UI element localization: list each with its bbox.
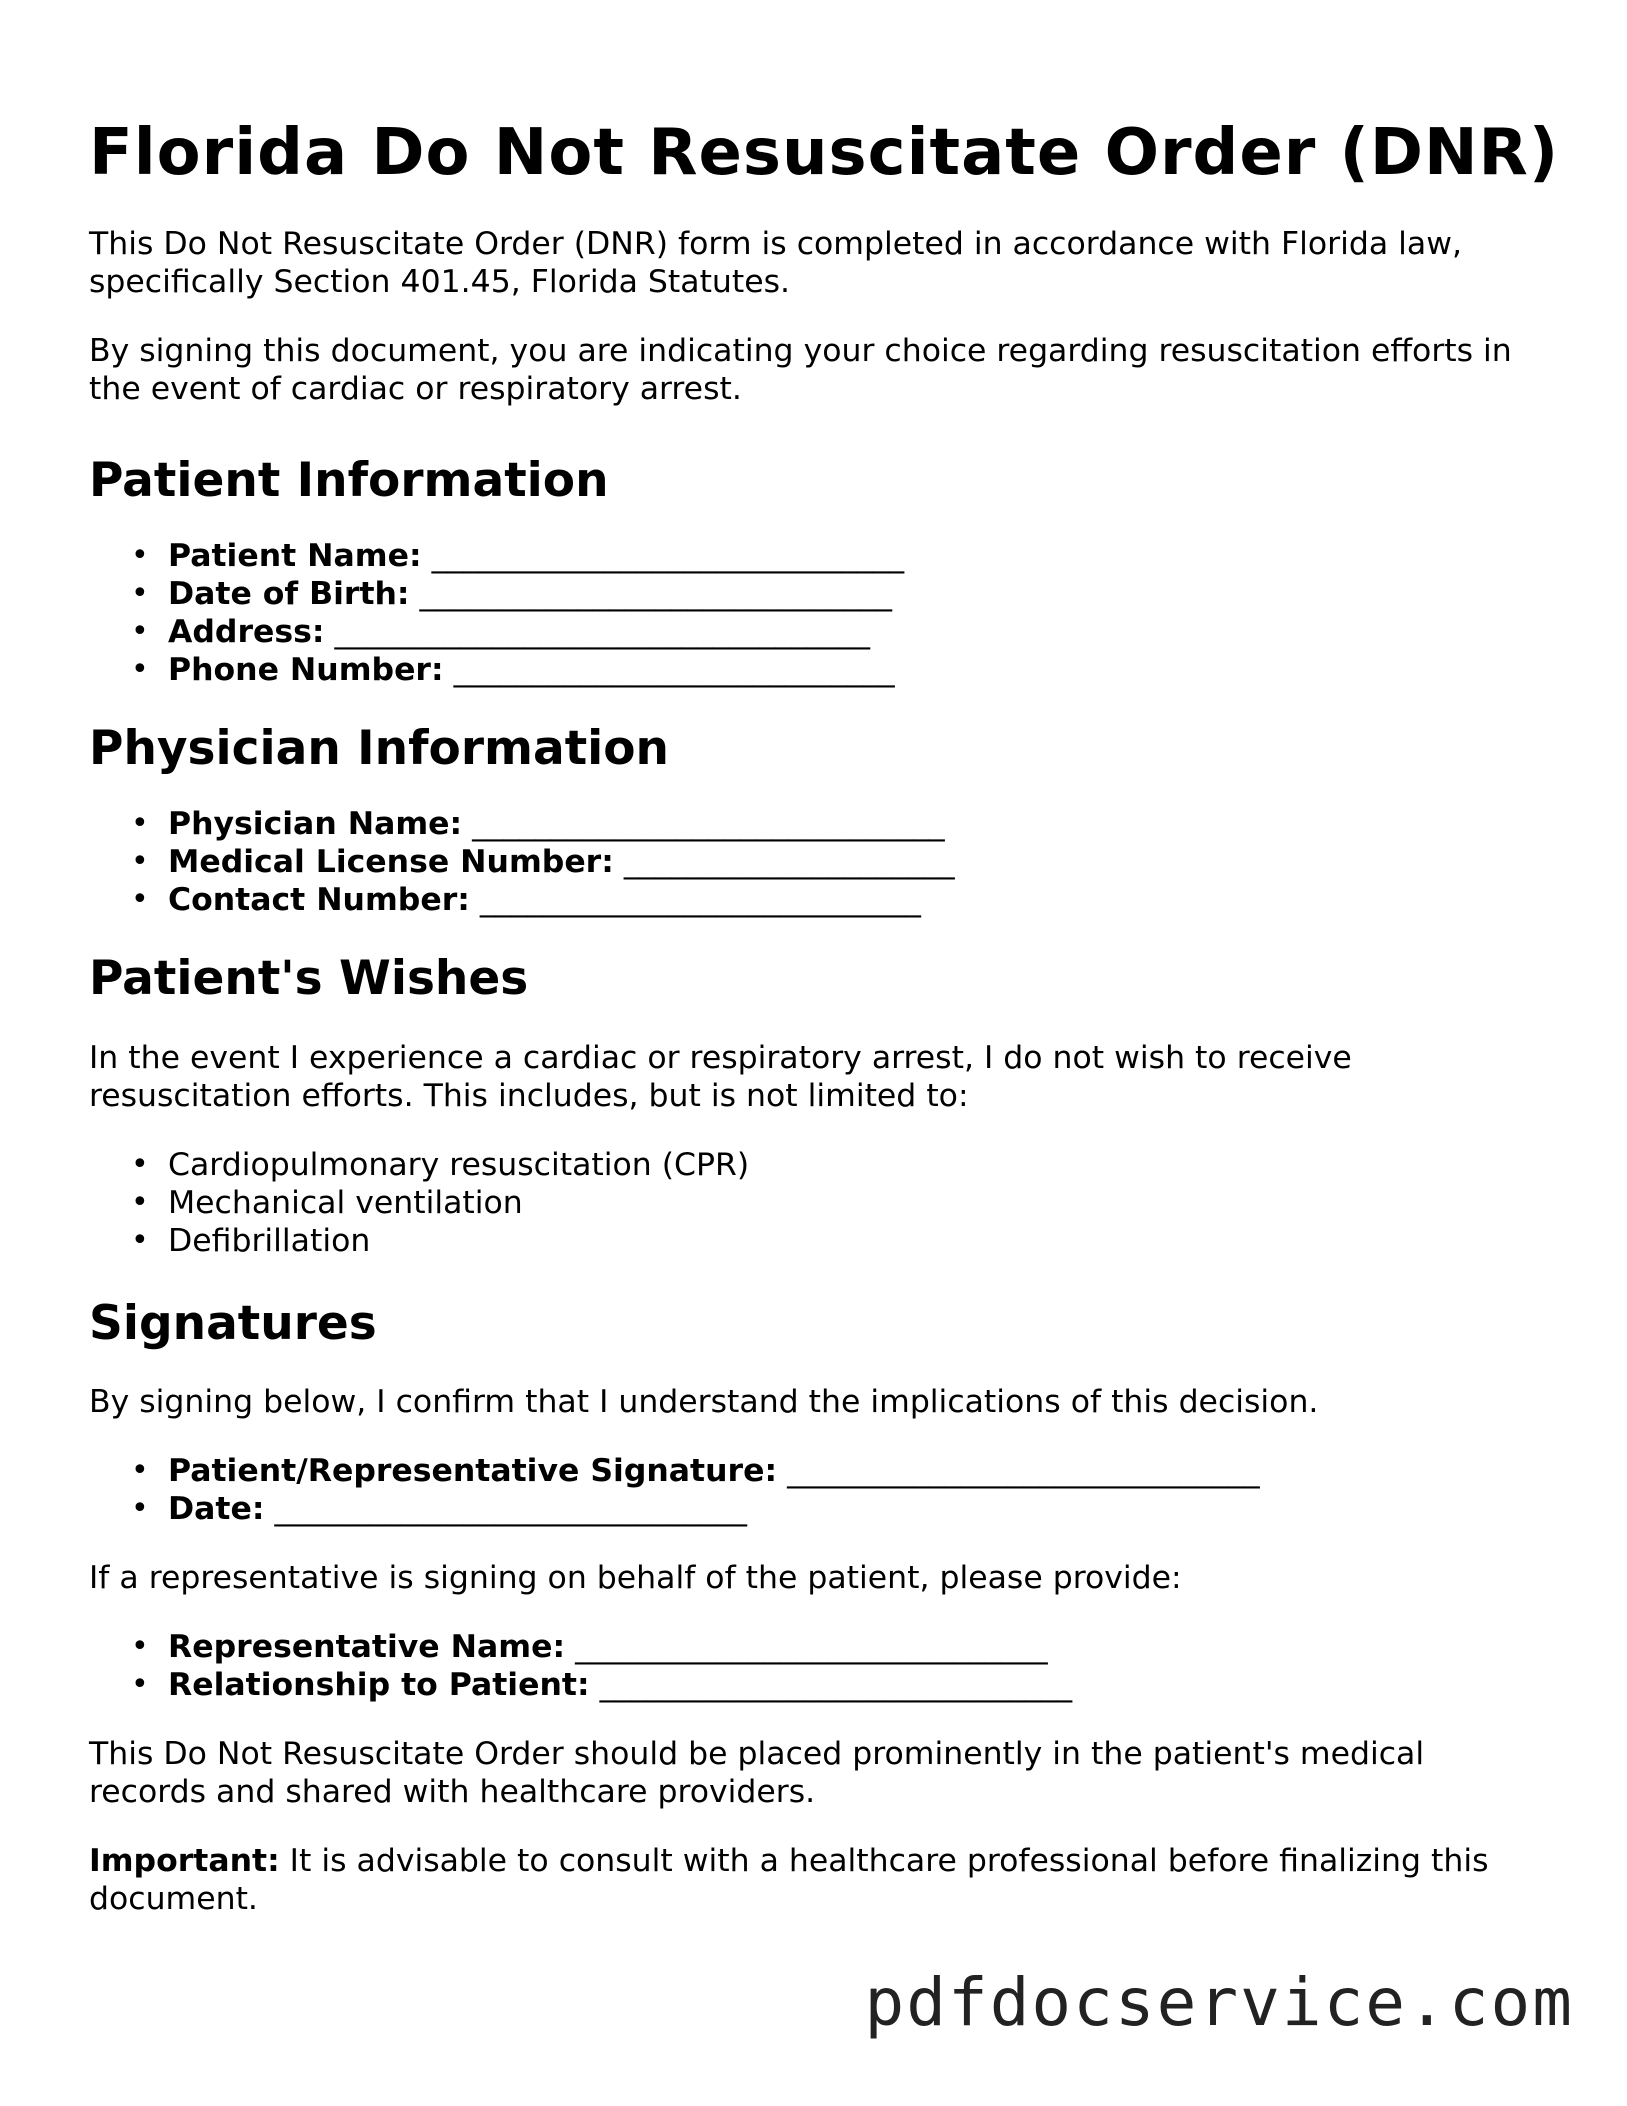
fill-in-blank[interactable]: ______________________________ (274, 1491, 747, 1527)
list-item (89, 1628, 1549, 1666)
representative-paragraph: If a representative is signing on behalf of the patient, please provide: (89, 1560, 1182, 1596)
field-label: Patient/Representative Signature: (168, 1453, 778, 1489)
section-heading-patients-wishes: Patient's Wishes (89, 951, 529, 1006)
important-text: It is advisable to consult with a healthcare professional before finalizing this document. (89, 1843, 1489, 1917)
physician-information-list (89, 805, 1549, 919)
fill-in-blank[interactable]: ____________________________ (479, 882, 921, 918)
section-heading-physician-information: Physician Information (89, 721, 670, 776)
list-item: • Mechanical ventilation (89, 1184, 1549, 1222)
closing-paragraph: This Do Not Resuscitate Order should be placed prominently in the patient's medical records and shared with healthcare providers. (89, 1736, 1425, 1810)
field-label: Date: (168, 1491, 265, 1527)
list-item (89, 1666, 1549, 1704)
field-label: Representative Name: (168, 1629, 566, 1665)
fill-in-blank[interactable]: ______________________________ (599, 1667, 1073, 1703)
field-label: Phone Number: (168, 652, 444, 688)
list-item (89, 1490, 1549, 1528)
important-label: Important: (89, 1843, 280, 1879)
field-label: Medical License Number: (168, 844, 614, 880)
field-label: Patient Name: (168, 538, 422, 574)
list-item (89, 651, 1549, 689)
list-item (89, 843, 1549, 881)
fill-in-blank[interactable]: _____________________ (623, 844, 955, 880)
fill-in-blank[interactable]: ______________________________ (472, 806, 945, 842)
wishes-paragraph: In the event I experience a cardiac or respiratory arrest, I do not wish to receive resuscitation efforts. This includes, but is not limited to: (89, 1040, 1352, 1114)
wishes-list (89, 1146, 1549, 1260)
field-label: Date of Birth: (168, 576, 410, 612)
document-page (89, 108, 1560, 1918)
section-heading-signatures: Signatures (89, 1296, 377, 1351)
signatures-paragraph: By signing below, I confirm that I understand the implications of this decision. (89, 1384, 1319, 1420)
field-label: Contact Number: (168, 882, 470, 918)
section-heading-patient-information: Patient Information (89, 453, 609, 508)
field-label: Address: (168, 614, 325, 650)
important-note (89, 1842, 1549, 1918)
patient-information-list (89, 537, 1549, 689)
signatures-list (89, 1452, 1549, 1528)
list-item (89, 537, 1549, 575)
list-item (89, 805, 1549, 843)
list-item (89, 613, 1549, 651)
fill-in-blank[interactable]: ______________________________ (419, 576, 893, 612)
fill-in-blank[interactable]: ____________________________ (453, 652, 895, 688)
list-item: • Cardiopulmonary resuscitation (CPR) (89, 1146, 1549, 1184)
field-label: Physician Name: (168, 806, 463, 842)
fill-in-blank[interactable]: ______________________________ (431, 538, 905, 574)
list-item (89, 881, 1549, 919)
list-item (89, 1452, 1549, 1490)
fill-in-blank[interactable]: __________________________________ (334, 614, 870, 650)
watermark: pdfdocservice.com (864, 1964, 1574, 2041)
fill-in-blank[interactable]: ______________________________ (787, 1453, 1260, 1489)
list-item: • Defibrillation (89, 1222, 1549, 1260)
list-item (89, 575, 1549, 613)
document-title: Florida Do Not Resuscitate Order (DNR) (89, 116, 1560, 190)
field-label: Relationship to Patient: (168, 1667, 590, 1703)
fill-in-blank[interactable]: ______________________________ (575, 1629, 1048, 1665)
intro-paragraph-2: By signing this document, you are indicating your choice regarding resuscitation efforts in the event of cardiac or respiratory arrest. (89, 333, 1512, 407)
representative-list (89, 1628, 1549, 1704)
intro-paragraph-1: This Do Not Resuscitate Order (DNR) form is completed in accordance with Florida law, specifically Section 401.45, Florida Statutes. (89, 226, 1462, 300)
